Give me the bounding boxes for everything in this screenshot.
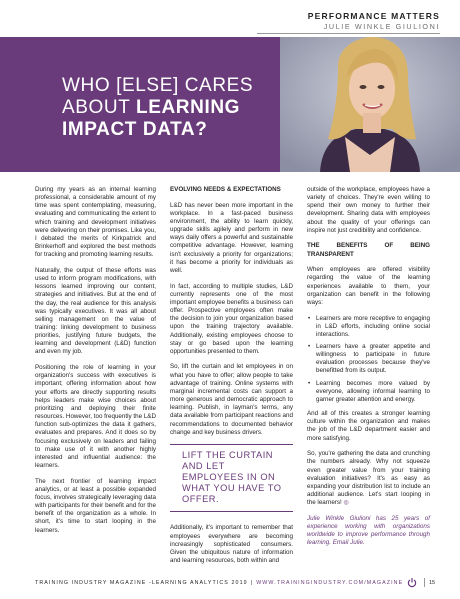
- page-number: 15: [429, 580, 436, 586]
- list-item: • Learners have a greater appetite and willingness to participate in future evaluation processes because they've benefitted from its output.: [307, 343, 430, 376]
- title-line-1: WHO [ELSE] CARES: [62, 75, 254, 96]
- footer-url-link[interactable]: WWW.TRAININGINDUSTRY.COM/MAGAZINE: [256, 580, 404, 586]
- title-line-2-bold: LEARNING: [136, 97, 241, 118]
- benefits-list: [307, 315, 430, 405]
- bio-text: Julie Winkle Giulioni has 25 years of experience working with organizations worldwide to improve performance through learning.: [307, 514, 430, 547]
- paragraph: When employees are offered visibility regarding the value of the learning experiences available to them, your organization can benefit in the following ways:: [307, 266, 430, 306]
- list-item: • Learning becomes more valued by everyone, allowing informal learning to garner greater attention and energy.: [307, 380, 430, 404]
- column-3: [307, 186, 430, 555]
- paragraph: And all of this creates a stronger learning culture within the organization and makes the job of the L&D department easier and more satisfying.: [307, 410, 430, 442]
- header-rule: [257, 33, 440, 34]
- title-line-2-text: ABOUT: [62, 97, 136, 118]
- email-link[interactable]: Email: [332, 539, 349, 547]
- author-bio: [307, 515, 430, 548]
- closing-paragraph: [307, 450, 430, 507]
- paragraph: Positioning the role of learning in your organization's success with executives is important; offering information about how your efforts are directly supporting results helps leaders make wise choices about prioritizing and deploying their finite resources. However, too frequently the L&D function sub-optimizes the data it gathers, evaluates and prepares. And it does so by focusing exclusively on leaders and failing to make use of it with another highly interested and influential audience: the learners.: [35, 364, 156, 469]
- header-section-title: PERFORMANCE MATTERS: [307, 11, 440, 21]
- closing-text: So, you're gathering the data and crunching the numbers already. Why not squeeze even greater value from your training evaluation initiatives? It's as easy as expanding your distribution list to include an additional audience. Let's start looping in the learners!: [307, 450, 430, 507]
- paragraph: outside of the workplace, employees have a variety of choices. They're even willing to spend their own money to further their development. Sharing data with employees about the quality of your offerings can inspire not just credibility and confidence.: [307, 186, 430, 234]
- header-author: JULIE WINKLE GIULIONI: [323, 22, 440, 31]
- power-icon: [407, 575, 417, 586]
- footer-magazine: TRAINING INDUSTRY MAGAZINE -LEARNING ANALYTICS 2019: [35, 580, 248, 586]
- author-photo: [280, 37, 460, 172]
- paragraph: During my years as an internal learning professional, a considerable amount of my time was spent contemplating, measuring, evaluating and communicating the extent to which training and development initiatives were delivering on their promises. Like you, I debated the merits of Kirkpatrick and Brinkerhoff and explored the best methods for tracking and promoting learning results.: [35, 186, 156, 259]
- paragraph: So, lift the curtain and let employees in on what you have to offer; allow people to take advantage of training. Online systems with marginal incremental costs can support a more generous and democratic approach to learning. Publish, in layman's terms, any data available from participant reactions and recommendations to documented behavior change and key business drivers.: [170, 363, 293, 436]
- paragraph: The next frontier of learning impact analytics, or at least a possible expanded focus, involves strategically leveraging data with participants for their benefit and for the benefit of the organization as a whole. In short, it's time to start looping in the learners.: [35, 477, 156, 534]
- paragraph: In fact, according to multiple studies, L&D currently represents one of the most important employee benefits a business can offer. Prospective employees often make the decision to join your organization based upon the training trajectory available. Additionally, existing employees choose to stay or go based upon the learning opportunities presented to them.: [170, 282, 293, 355]
- paragraph: L&D has never been more important in the workplace. In a fast-paced business environment, the ability to learn quickly, upgrade skills agilely and perform in new ways daily offers a powerful and sustainable competitive advantage. However, learning isn't exclusively a priority for organizations; it has become a priority for individuals as well.: [170, 201, 293, 274]
- column-2: [170, 186, 293, 573]
- footer-divider: [424, 578, 425, 587]
- list-item: • Learners are more receptive to engaging in L&D efforts, including online social interactions.: [307, 315, 430, 339]
- pull-quote: LIFT THE CURTAIN AND LET EMPLOYEES IN ON WHAT YOU HAVE TO OFFER.: [170, 444, 293, 512]
- footer: [35, 580, 403, 586]
- title-line-2: [62, 97, 292, 119]
- end-mark-icon: ◎: [343, 500, 349, 507]
- section-subhead: EVOLVING NEEDS & EXPECTATIONS: [170, 186, 281, 193]
- section-subhead: THE BENEFITS OF BEING TRANSPARENT: [307, 242, 430, 258]
- title-line-3: IMPACT DATA?: [62, 119, 208, 140]
- title-banner: [0, 37, 460, 172]
- footer-separator: |: [250, 580, 254, 586]
- article-title: [62, 75, 292, 141]
- paragraph: Naturally, the output of these efforts was used to inform program modifications, with lessons learned improving our content, strategies and initiatives. But at the end of the day, the real audience for this analysis was typically executives. It was all about selling management on the value of training: linking development to business priorities, justifying future budgets, the learning and development (L&D) function and even my job.: [35, 266, 156, 356]
- bio-tail: Julie.: [348, 539, 365, 547]
- paragraph: Additionally, it's important to remember that employees everywhere are becoming increasingly sophisticated consumers. Given the ubiquitous nature of information and learning resources, both within and: [170, 524, 293, 564]
- column-1: [35, 186, 156, 542]
